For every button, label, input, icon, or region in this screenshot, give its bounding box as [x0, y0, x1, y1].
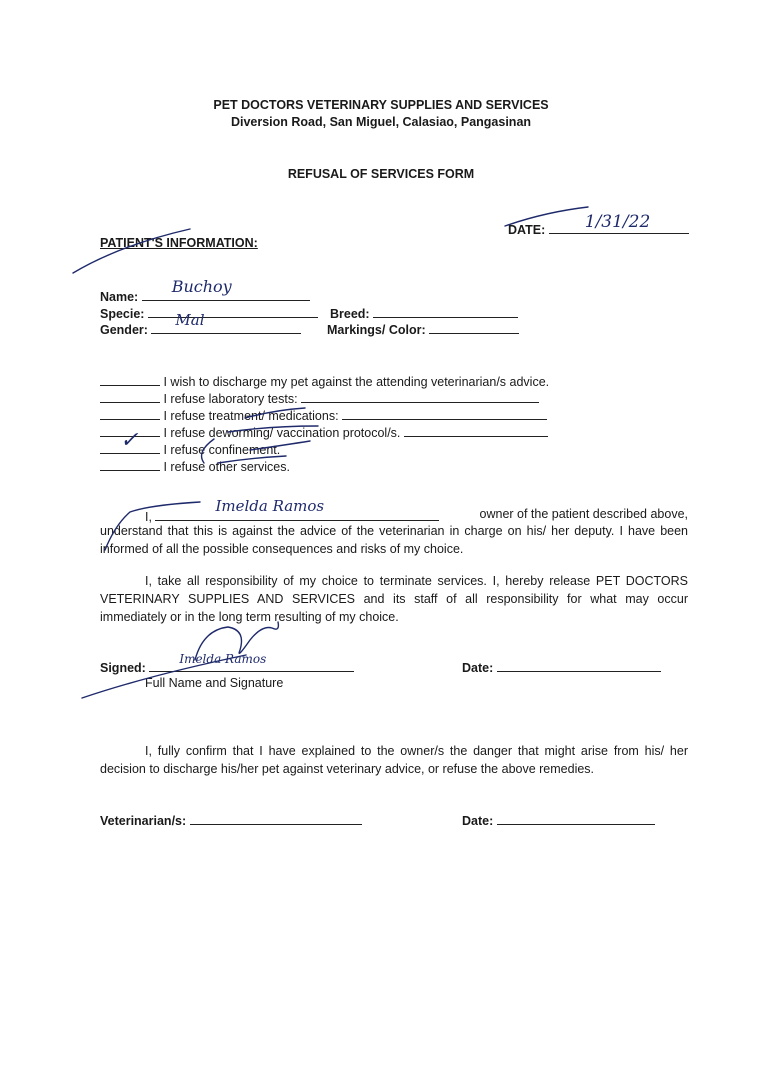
veterinarian-label: Veterinarian/s: — [100, 814, 187, 828]
other-strike — [218, 456, 286, 463]
signed-date-label: Date: — [462, 661, 494, 675]
veterinarian-date-label: Date: — [462, 814, 494, 828]
statement-stroke — [105, 502, 200, 550]
refusal-text: I refuse deworming/ vaccination protocol/s. — [163, 426, 401, 440]
refusal-text: I refuse other services. — [163, 460, 290, 474]
refusal-text: I wish to discharge my pet against the attending veterinarian/s advice. — [163, 375, 550, 389]
breed-label: Breed: — [330, 307, 370, 321]
release-paragraph: I, take all responsibility of my choice to terminate services. I, hereby release PET DOCTORS VETERINARY SUPPLIES AND SERVICES and its staff of all responsibility for what may occur immediately or in the long term resulting of my choice. — [100, 574, 688, 624]
refusal-text: I refuse confinement. — [163, 443, 281, 457]
patient-stroke — [73, 229, 190, 273]
refusal-text: I refuse laboratory tests: — [163, 392, 298, 406]
statement-line1-tail: owner of the patient described above, — [479, 507, 688, 521]
form-title: REFUSAL OF SERVICES FORM — [287, 167, 475, 181]
gender-value: Mal — [175, 311, 205, 329]
name-label: Name: — [100, 290, 139, 304]
statement-prefix: I, — [145, 510, 152, 524]
signature-loop — [195, 622, 278, 660]
signed-name-value: Imelda Ramos — [179, 652, 267, 666]
refusal-check-mark: ✓ — [120, 428, 139, 453]
gender-label: Gender: — [100, 323, 148, 337]
signature-caption: Full Name and Signature — [145, 676, 284, 690]
confirmation-paragraph: I, fully confirm that I have explained to the owner/s the danger that might arise from his/ her decision to discharge his/her pet against veterinary advice, or refuse the above remedies. — [100, 744, 688, 776]
company-address: Diversion Road, San Miguel, Calasiao, Pangasinan — [230, 115, 532, 129]
patient-section-label: PATIENT'S INFORMATION: — [100, 236, 258, 250]
specie-label: Specie: — [100, 307, 145, 321]
owner-name-value: Imelda Ramos — [215, 497, 325, 515]
statement-body: understand that this is against the advice of the veterinarian in charge on his/ her deputy. I have been informed of all the possible consequences and risks of my choice. — [100, 524, 688, 556]
confinement-loop — [202, 439, 310, 463]
company-name: PET DOCTORS VETERINARY SUPPLIES AND SERVICES — [213, 98, 549, 112]
date-value: 1/31/22 — [584, 212, 651, 232]
markings-label: Markings/ Color: — [327, 323, 426, 337]
signed-label: Signed: — [100, 661, 146, 675]
refusal-text: I refuse treatment/ medications: — [163, 409, 339, 423]
name-value: Buchoy — [171, 277, 232, 296]
date-label: DATE: — [508, 223, 546, 237]
deworming-strike — [228, 426, 318, 432]
date-stroke — [505, 207, 588, 226]
signature-stroke — [82, 655, 246, 698]
treatment-strike — [245, 408, 305, 418]
